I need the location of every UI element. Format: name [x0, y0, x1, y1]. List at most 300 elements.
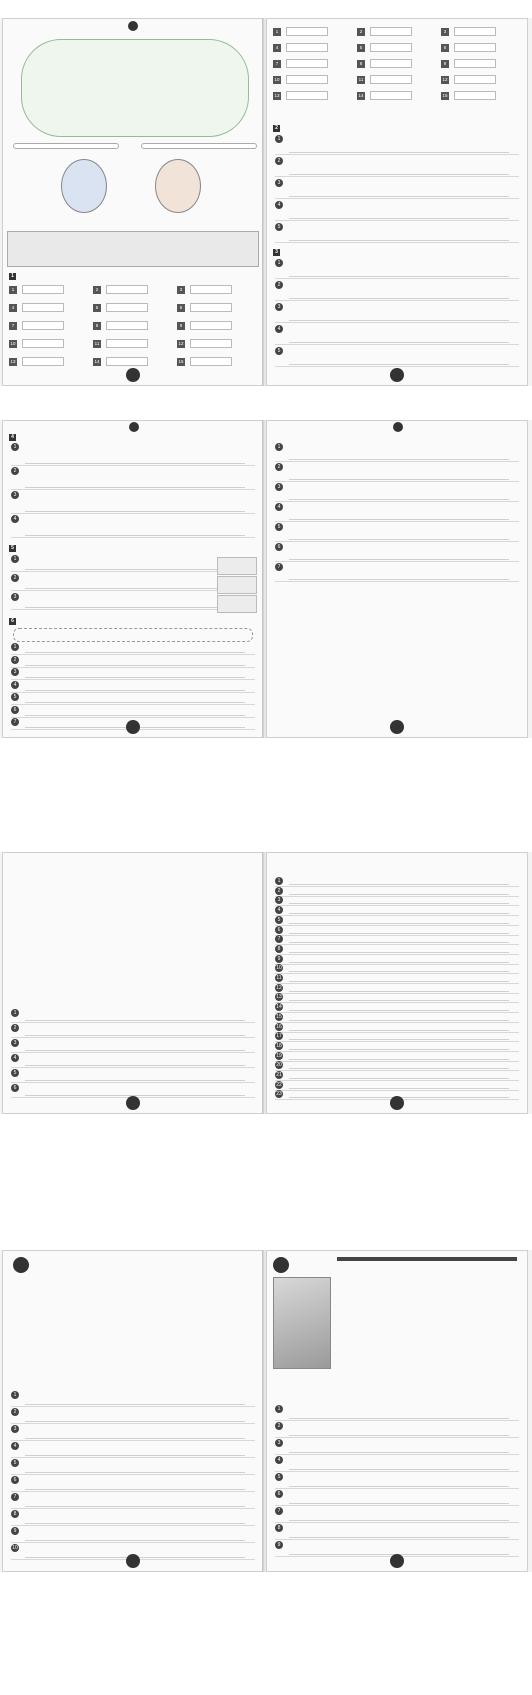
verb-item: [177, 285, 259, 296]
verb-chip: 10: [274, 76, 280, 82]
verb-chip: 5: [93, 304, 101, 312]
question-number: 3: [275, 896, 283, 904]
answer-line[interactable]: [25, 1472, 245, 1473]
verb-chip: 4: [9, 304, 17, 312]
answer-line[interactable]: [289, 991, 509, 992]
verb-item: [357, 59, 439, 70]
verb-item: [93, 321, 175, 332]
question-row: [275, 1052, 519, 1062]
verb-answer-field[interactable]: [286, 59, 328, 68]
verb-chip: 1: [9, 286, 17, 294]
question-row: [275, 964, 519, 974]
answer-line[interactable]: [289, 1469, 509, 1470]
verb-answer-field[interactable]: [454, 75, 496, 84]
answer-line[interactable]: [289, 903, 509, 904]
page-number-48: [126, 1096, 140, 1110]
answer-line[interactable]: [25, 715, 245, 716]
grammar-table: [7, 231, 259, 267]
question-number: 5: [11, 1069, 19, 1077]
answer-line[interactable]: [289, 1068, 509, 1069]
question-row: [11, 1391, 255, 1407]
question-row: [11, 1510, 255, 1526]
verb-chip: 4: [273, 44, 281, 52]
answer-line[interactable]: [289, 1418, 509, 1419]
verb-item: [93, 285, 175, 296]
question-number: 7: [11, 1493, 19, 1501]
question-number: 1: [11, 643, 19, 651]
question-number: 14: [276, 1004, 282, 1011]
verb-chip: 8: [93, 322, 101, 330]
answer-line[interactable]: [289, 923, 509, 924]
question-number: 4: [275, 325, 283, 333]
question-row: [275, 877, 519, 887]
helen-questions: [3, 1391, 263, 1563]
verb-answer-field[interactable]: [106, 303, 148, 312]
answer-line[interactable]: [289, 894, 509, 895]
question-row: [275, 993, 519, 1003]
answer-line[interactable]: [25, 487, 245, 488]
question-number: 4: [275, 1456, 283, 1464]
page-number-52: [126, 1554, 140, 1568]
answer-line[interactable]: [289, 459, 509, 460]
fill-items: [3, 1009, 263, 1105]
answer-line[interactable]: [25, 463, 245, 464]
answer-line[interactable]: [25, 569, 245, 570]
answer-line[interactable]: [25, 1540, 245, 1541]
section-6-title: 6: [9, 618, 18, 625]
question-number: 9: [275, 955, 283, 963]
question-number: 12: [276, 984, 282, 991]
question-row: [11, 1476, 255, 1492]
answer-line[interactable]: [25, 511, 245, 512]
question-row: [11, 643, 255, 655]
question-number: 1: [11, 1391, 19, 1399]
answer-line[interactable]: [289, 519, 509, 520]
question-row: [11, 1054, 255, 1068]
not-sentences-list: [267, 259, 527, 371]
page-31: [266, 18, 528, 386]
verb-chip: 5: [357, 44, 365, 52]
verb-chip: 7: [9, 322, 17, 330]
answer-line[interactable]: [25, 1020, 245, 1021]
question-number: 10: [276, 965, 282, 972]
answer-line[interactable]: [25, 1404, 245, 1405]
grammar-cloud: [21, 39, 249, 137]
question-number: 1: [275, 259, 283, 267]
answer-line[interactable]: [289, 240, 509, 241]
answer-line[interactable]: [25, 1506, 245, 1507]
verb-grid-right: [273, 27, 521, 107]
verb-chip: 9: [177, 322, 185, 330]
answer-line[interactable]: [289, 884, 509, 885]
question-number: 23: [276, 1091, 282, 1098]
answer-line[interactable]: [289, 1000, 509, 1001]
question-number: 7: [275, 1507, 283, 1515]
answer-line[interactable]: [289, 1039, 509, 1040]
verb-answer-field[interactable]: [22, 303, 64, 312]
answer-line[interactable]: [289, 1020, 509, 1021]
question-row: [275, 563, 519, 582]
verb-item: [441, 27, 523, 38]
page-number-49: [390, 1096, 404, 1110]
question-row: [275, 523, 519, 542]
question-number: 7: [275, 935, 283, 943]
question-row: [275, 303, 519, 323]
question-number: 2: [11, 467, 19, 475]
question-number: 3: [11, 593, 19, 601]
verb-answer-field[interactable]: [106, 339, 148, 348]
answer-line[interactable]: [289, 952, 509, 953]
answer-line[interactable]: [289, 196, 509, 197]
verb-answer-field[interactable]: [370, 27, 412, 36]
page-number-31: [390, 368, 404, 382]
verb-answer-field[interactable]: [454, 27, 496, 36]
question-number: 5: [11, 1459, 19, 1467]
page-53: [266, 1250, 528, 1572]
question-row: [275, 1042, 519, 1052]
verb-item: [177, 303, 259, 314]
verb-item: [357, 43, 439, 54]
answer-line[interactable]: [289, 1049, 509, 1050]
question-row: [275, 887, 519, 897]
answer-line[interactable]: [25, 665, 245, 666]
answer-line[interactable]: [289, 364, 509, 365]
answer-line[interactable]: [289, 1520, 509, 1521]
past-tense-list: [267, 135, 527, 245]
question-number: 1: [275, 1405, 283, 1413]
answer-line[interactable]: [25, 1523, 245, 1524]
question-row: [11, 1009, 255, 1023]
question-number: 7: [275, 563, 283, 571]
question-number: 3: [11, 491, 19, 499]
answer-line[interactable]: [289, 218, 509, 219]
verb-answer-field[interactable]: [190, 357, 232, 366]
verb-answer-field[interactable]: [286, 27, 328, 36]
verb-item: [93, 303, 175, 314]
question-row: [11, 1408, 255, 1424]
page-52: [2, 1250, 264, 1572]
question-row: [275, 1023, 519, 1033]
answer-line[interactable]: [25, 535, 245, 536]
question-number: 20: [276, 1062, 282, 1069]
verb-chip: 2: [357, 28, 365, 36]
question-number: 16: [276, 1023, 282, 1030]
badge-3: [129, 422, 139, 432]
question-row: [11, 515, 255, 538]
question-row: [275, 1524, 519, 1540]
answer-line[interactable]: [289, 981, 509, 982]
spread-p48-49: [0, 852, 532, 1114]
question-row: [275, 347, 519, 367]
section-1-title: 1: [9, 273, 18, 280]
verb-answer-field[interactable]: [370, 59, 412, 68]
answer-line[interactable]: [289, 933, 509, 934]
question-row: [11, 1442, 255, 1458]
answer-line[interactable]: [289, 942, 509, 943]
own-answers-list: [267, 443, 527, 583]
answer-line[interactable]: [289, 1030, 509, 1031]
verb-item: [9, 321, 91, 332]
verb-answer-field[interactable]: [286, 75, 328, 84]
question-number: 11: [276, 975, 282, 981]
question-number: 10: [12, 1545, 18, 1551]
answer-line[interactable]: [289, 499, 509, 500]
question-number: 3: [11, 1039, 19, 1047]
answer-line[interactable]: [289, 320, 509, 321]
question-row: [275, 916, 519, 926]
question-number: 5: [275, 523, 283, 531]
question-row: [275, 223, 519, 243]
verb-chip: 3: [177, 286, 185, 294]
page-number-32: [126, 720, 140, 734]
question-number: 6: [11, 706, 19, 714]
answer-line[interactable]: [25, 607, 245, 608]
question-row: [275, 463, 519, 482]
question-row: [275, 974, 519, 984]
bubble-left: [13, 143, 119, 149]
spread-p52-53: [0, 1250, 532, 1572]
verb-chip: 13: [274, 92, 280, 98]
verb-answer-field[interactable]: [22, 339, 64, 348]
answer-line[interactable]: [25, 1438, 245, 1439]
question-number: 2: [11, 1408, 19, 1416]
verb-chip: 14: [94, 358, 100, 364]
answer-line[interactable]: [25, 1065, 245, 1066]
verb-chip: 11: [358, 76, 364, 82]
question-number: 18: [276, 1042, 282, 1049]
answer-line[interactable]: [289, 1059, 509, 1060]
question-row: [275, 955, 519, 965]
verb-answer-field[interactable]: [22, 357, 64, 366]
question-number: 4: [275, 503, 283, 511]
question-number: 1: [11, 443, 19, 451]
verb-item: [273, 91, 355, 102]
verb-answer-field[interactable]: [190, 285, 232, 294]
answer-line[interactable]: [25, 1080, 245, 1081]
answer-line[interactable]: [289, 276, 509, 277]
question-number: 6: [275, 1490, 283, 1498]
answer-line[interactable]: [289, 1435, 509, 1436]
question-row: [275, 543, 519, 562]
question-number: 2: [275, 463, 283, 471]
verb-answer-field[interactable]: [190, 339, 232, 348]
answer-line[interactable]: [289, 1503, 509, 1504]
question-number: 8: [275, 945, 283, 953]
question-number: 3: [275, 303, 283, 311]
answer-line[interactable]: [289, 559, 509, 560]
verb-answer-field[interactable]: [106, 357, 148, 366]
verb-answer-field[interactable]: [454, 43, 496, 52]
verb-item: [9, 339, 91, 350]
reorder-items: [3, 877, 263, 997]
question-number: 3: [275, 1439, 283, 1447]
question-number: 3: [275, 179, 283, 187]
answer-line[interactable]: [25, 690, 245, 691]
answer-line[interactable]: [25, 1050, 245, 1051]
question-number: 15: [276, 1013, 282, 1020]
verb-answer-field[interactable]: [370, 43, 412, 52]
answer-line[interactable]: [25, 588, 245, 589]
question-row: [275, 935, 519, 945]
answer-line[interactable]: [25, 1455, 245, 1456]
question-row: [275, 135, 519, 155]
answer-line[interactable]: [25, 1035, 245, 1036]
verb-answer-field[interactable]: [22, 321, 64, 330]
question-row: [11, 491, 255, 514]
question-row: [11, 656, 255, 668]
question-row: [275, 896, 519, 906]
verb-item: [357, 91, 439, 102]
badge-6: [273, 1257, 289, 1273]
question-row: [275, 1081, 519, 1091]
verb-answer-field[interactable]: [370, 91, 412, 100]
question-number: 3: [11, 1425, 19, 1433]
question-number: 2: [275, 157, 283, 165]
question-number: 4: [11, 681, 19, 689]
answer-line[interactable]: [25, 652, 245, 653]
answer-line[interactable]: [289, 1010, 509, 1011]
answer-line[interactable]: [289, 479, 509, 480]
verb-item: [357, 75, 439, 86]
verb-answer-field[interactable]: [190, 321, 232, 330]
answer-line[interactable]: [289, 971, 509, 972]
verb-answer-field[interactable]: [454, 59, 496, 68]
question-row: [275, 1473, 519, 1489]
question-number: 2: [11, 574, 19, 582]
question-row: [275, 1507, 519, 1523]
question-row: [275, 483, 519, 502]
question-number: 5: [11, 693, 19, 701]
verb-item: [273, 75, 355, 86]
verb-answer-field[interactable]: [370, 75, 412, 84]
question-row: [11, 668, 255, 680]
verb-answer-field[interactable]: [190, 303, 232, 312]
answer-line[interactable]: [25, 1421, 245, 1422]
verb-item: [273, 27, 355, 38]
answer-line[interactable]: [289, 342, 509, 343]
question-row: [11, 1024, 255, 1038]
question-number: 4: [11, 1054, 19, 1062]
answer-line[interactable]: [25, 677, 245, 678]
question-row: [275, 201, 519, 221]
section-2-title: 2: [273, 125, 282, 132]
question-row: [11, 1069, 255, 1083]
verb-item: [273, 43, 355, 54]
question-row: [11, 1527, 255, 1543]
verb-answer-field[interactable]: [454, 91, 496, 100]
question-number: 13: [276, 994, 282, 1001]
answer-line[interactable]: [289, 152, 509, 153]
why-because-box: [13, 628, 253, 642]
verb-item: [441, 75, 523, 86]
answer-line[interactable]: [289, 1088, 509, 1089]
question-row: [275, 157, 519, 177]
answer-line[interactable]: [289, 298, 509, 299]
question-row: [11, 1039, 255, 1053]
question-row: [275, 1003, 519, 1013]
verb-chip: 13: [10, 358, 16, 364]
question-number: 6: [11, 1476, 19, 1484]
page-33: [266, 420, 528, 738]
answer-line[interactable]: [289, 1486, 509, 1487]
verb-chip: 12: [178, 340, 184, 346]
answer-line[interactable]: [289, 1078, 509, 1079]
verb-item: [9, 285, 91, 296]
verb-answer-field[interactable]: [22, 285, 64, 294]
question-number: 1: [275, 443, 283, 451]
verb-item: [9, 303, 91, 314]
verb-item: [273, 59, 355, 70]
question-row: [275, 945, 519, 955]
answer-line[interactable]: [25, 702, 245, 703]
answer-line[interactable]: [289, 539, 509, 540]
question-row: [275, 503, 519, 522]
question-row: [275, 1061, 519, 1071]
question-row: [11, 693, 255, 705]
question-row: [11, 443, 255, 466]
unit-title: [3, 21, 263, 33]
answer-line[interactable]: [289, 174, 509, 175]
verb-item: [93, 339, 175, 350]
spread-unit7-p30-31: [0, 18, 532, 386]
answer-line[interactable]: [25, 1489, 245, 1490]
verb-chip: 6: [441, 44, 449, 52]
verb-chip: 10: [10, 340, 16, 346]
question-row: [275, 1422, 519, 1438]
verb-item: [9, 357, 91, 368]
verb-item: [177, 321, 259, 332]
page-number-53: [390, 1554, 404, 1568]
verb-item: [177, 357, 259, 368]
verb-answer-field[interactable]: [286, 43, 328, 52]
verb-grid-left: [9, 285, 257, 375]
verb-chip: 6: [177, 304, 185, 312]
questions-q4: [3, 443, 263, 538]
question-row: [275, 1490, 519, 1506]
verb-answer-field[interactable]: [106, 321, 148, 330]
question-row: [275, 984, 519, 994]
verb-chip: 1: [273, 28, 281, 36]
answer-line[interactable]: [289, 579, 509, 580]
verb-answer-field[interactable]: [286, 91, 328, 100]
question-number: 1: [11, 555, 19, 563]
answer-line[interactable]: [289, 1452, 509, 1453]
answer-line[interactable]: [289, 962, 509, 963]
answer-line[interactable]: [289, 1537, 509, 1538]
question-row: [11, 1425, 255, 1441]
verb-chip: 15: [442, 92, 448, 98]
verb-chip: 9: [441, 60, 449, 68]
question-row: [11, 467, 255, 490]
question-row: [275, 259, 519, 279]
question-number: 8: [11, 1510, 19, 1518]
question-number: 4: [11, 1442, 19, 1450]
answer-line[interactable]: [289, 913, 509, 914]
question-row: [275, 906, 519, 916]
verb-answer-field[interactable]: [106, 285, 148, 294]
verb-chip: 8: [357, 60, 365, 68]
verb-item: [441, 59, 523, 70]
question-row: [275, 926, 519, 936]
question-number: 2: [275, 281, 283, 289]
verb-chip: 14: [358, 92, 364, 98]
section-4-title: 4: [9, 434, 18, 441]
dialogue-items: [267, 877, 527, 1105]
badge-4: [393, 422, 403, 432]
question-number: 1: [275, 135, 283, 143]
question-number: 9: [11, 1527, 19, 1535]
question-number: 2: [275, 887, 283, 895]
